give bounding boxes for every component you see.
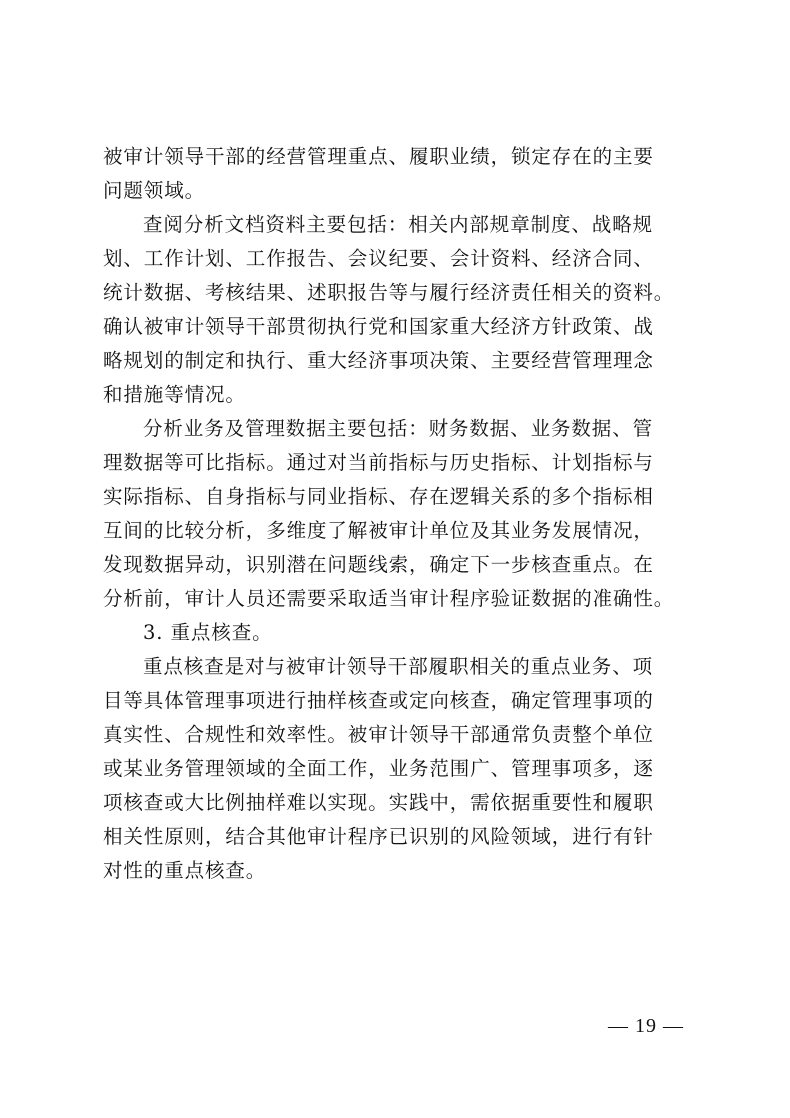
- paragraph-document-review: [103, 208, 693, 412]
- text-line: 真实性、合规性和效率性。被审计领导干部通常负责整个单位: [103, 723, 654, 746]
- section-heading: [103, 616, 693, 650]
- text-line: 项核查或大比例抽样难以实现。实践中，需依据重要性和履职: [103, 791, 654, 814]
- page-number: — 19 —: [608, 1015, 684, 1037]
- text-line: 分析业务及管理数据主要包括：财务数据、业务数据、管: [143, 417, 654, 440]
- heading-line: 3. 重点核查。: [143, 621, 273, 644]
- text-line: 统计数据、考核结果、述职报告等与履行经济责任相关的资料。: [103, 281, 675, 304]
- text-line: 理数据等可比指标。通过对当前指标与历史指标、计划指标与: [103, 451, 654, 474]
- text-line: 相关性原则，结合其他审计程序已识别的风险领域，进行有针: [103, 825, 654, 848]
- text-line: 实际指标、自身指标与同业指标、存在逻辑关系的多个指标相: [103, 485, 654, 508]
- text-line: 或某业务管理领域的全面工作，业务范围广、管理事项多，逐: [103, 757, 654, 780]
- text-line: 和措施等情况。: [103, 383, 246, 406]
- text-line: 目等具体管理事项进行抽样核查或定向核查，确定管理事项的: [103, 689, 654, 712]
- text-line: 分析前，审计人员还需要采取适当审计程序验证数据的准确性。: [103, 587, 675, 610]
- text-line: 互间的比较分析，多维度了解被审计单位及其业务发展情况，: [103, 519, 654, 542]
- paragraph-continuation: [103, 140, 693, 208]
- text-line: 对性的重点核查。: [103, 859, 267, 882]
- text-line: 查阅分析文档资料主要包括：相关内部规章制度、战略规: [143, 213, 654, 236]
- paragraph-key-inspection: [103, 650, 693, 888]
- text-line: 问题领域。: [103, 179, 206, 202]
- text-line: 被审计领导干部的经营管理重点、履职业绩，锁定存在的主要: [103, 145, 654, 168]
- text-line: 重点核查是对与被审计领导干部履职相关的重点业务、项: [143, 655, 654, 678]
- paragraph-data-analysis: [103, 412, 693, 616]
- body-text: [103, 140, 693, 888]
- text-line: 确认被审计领导干部贯彻执行党和国家重大经济方针政策、战: [103, 315, 654, 338]
- text-line: 发现数据异动，识别潜在问题线索，确定下一步核查重点。在: [103, 553, 654, 576]
- text-line: 略规划的制定和执行、重大经济事项决策、主要经营管理理念: [103, 349, 654, 372]
- text-line: 划、工作计划、工作报告、会议纪要、会计资料、经济合同、: [103, 247, 654, 270]
